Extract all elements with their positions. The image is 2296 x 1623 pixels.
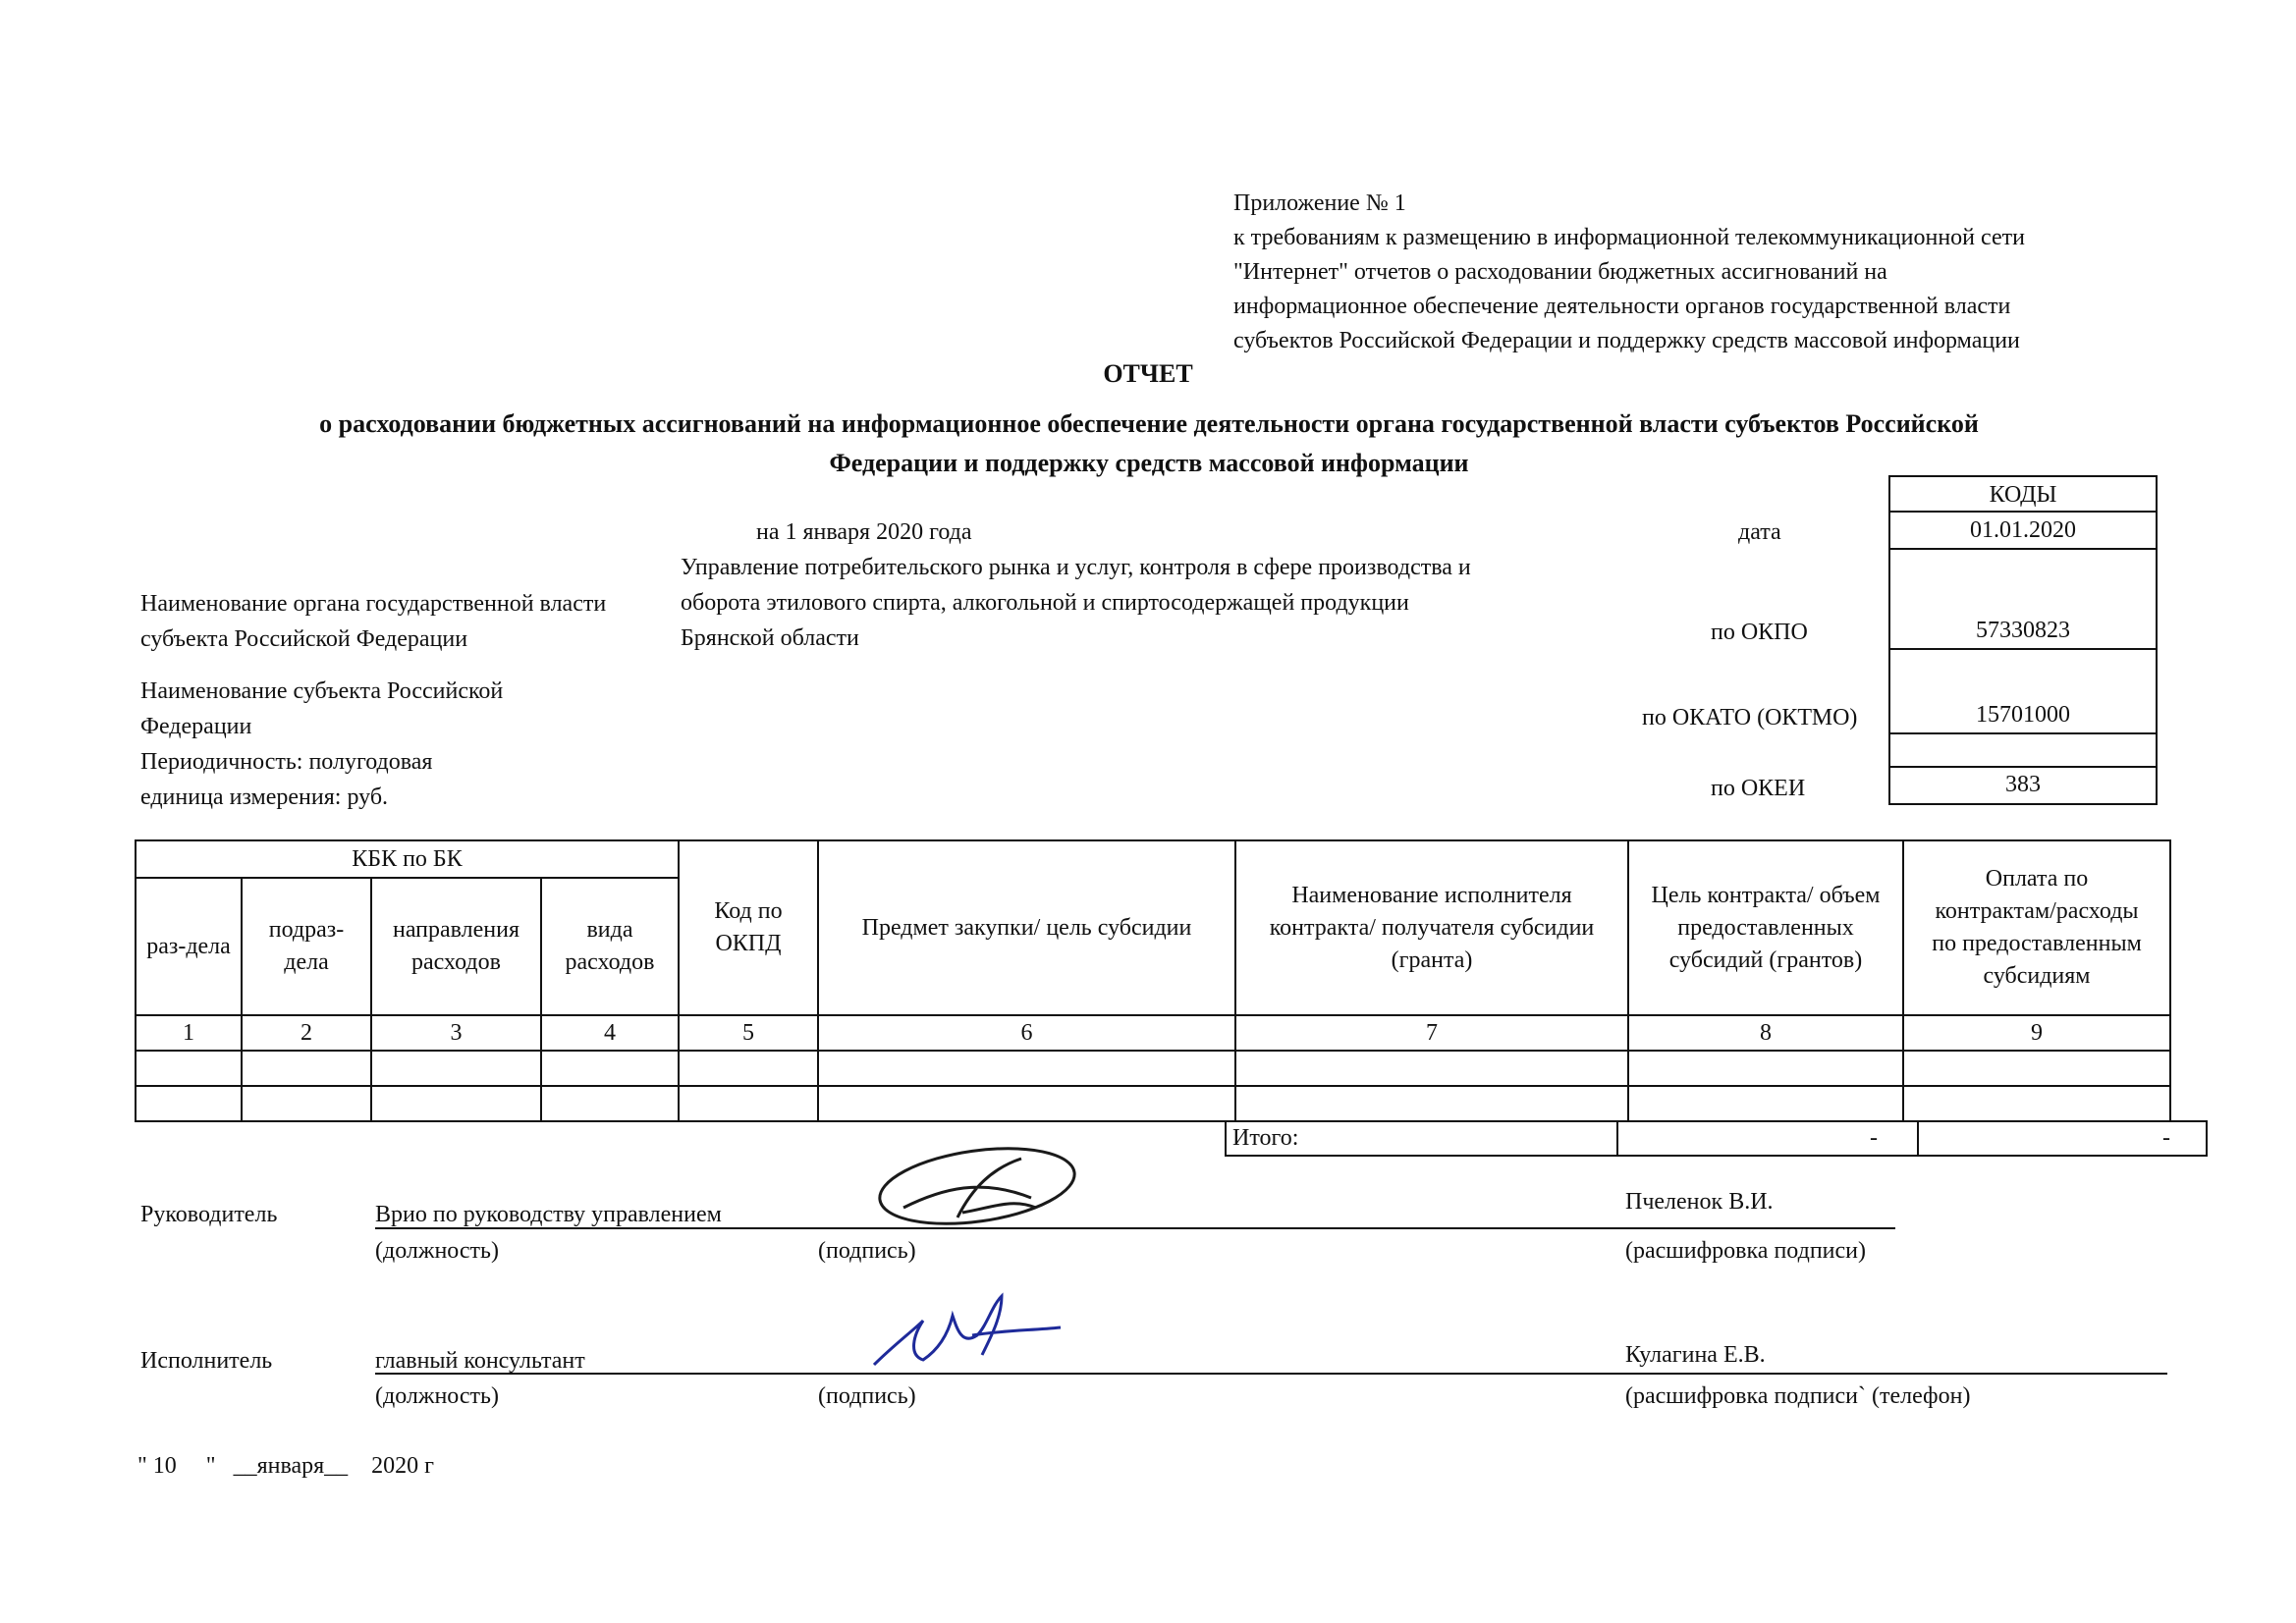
- subject-label-2: Федерации: [140, 714, 252, 739]
- table-cell: [242, 1051, 371, 1086]
- decoding-phone-caption: (расшифровка подписи` (телефон): [1625, 1383, 1971, 1409]
- table-cell: [371, 1051, 541, 1086]
- total-purpose: -: [1617, 1121, 1918, 1156]
- signature-caption: (подпись): [818, 1238, 916, 1264]
- table-cell: [541, 1086, 679, 1121]
- table-cell: [818, 1086, 1235, 1121]
- table-cell: [1628, 1051, 1903, 1086]
- periodicity: Периодичность: полугодовая: [140, 749, 433, 775]
- col-contractor-line: (гранта): [1391, 947, 1473, 973]
- unit-of-measure: единица измерения: руб.: [140, 784, 389, 810]
- expenses-table: [135, 839, 2171, 1122]
- code-okato-text: 15701000: [1976, 702, 2070, 728]
- code-label-okei: по ОКЕИ: [1711, 776, 1806, 801]
- col-subject-header: Предмет закупки/ цель субсидии: [818, 840, 1235, 1015]
- executor-signature-line: [375, 1373, 2167, 1375]
- executor-name: Кулагина Е.В.: [1625, 1342, 1766, 1368]
- column-number: 7: [1235, 1015, 1628, 1051]
- column-number: 9: [1903, 1015, 2170, 1051]
- col-payment-line: Оплата по: [1985, 866, 2089, 892]
- total-payment: -: [1918, 1121, 2207, 1156]
- appendix-line: информационное обеспечение деятельности органов государственной власти: [1233, 294, 2011, 319]
- table-cell: [679, 1086, 818, 1121]
- code-empty-row: [1890, 734, 2156, 768]
- report-title: ОТЧЕТ: [1103, 359, 1193, 388]
- table-cell: [679, 1051, 818, 1086]
- executor-label: Исполнитель: [140, 1348, 273, 1374]
- col-type-line: расходов: [565, 949, 655, 975]
- col-payment-line: субсидиям: [1983, 963, 2091, 989]
- col-type-line: вида: [586, 917, 633, 943]
- column-number: 2: [242, 1015, 371, 1051]
- code-label-okato: по ОКАТО (ОКТМО): [1642, 705, 1858, 730]
- report-subtitle-1: о расходовании бюджетных ассигнований на информационное обеспечение деятельности органа государственной власти субъектов Российской: [319, 409, 1979, 438]
- signature-caption: (подпись): [818, 1383, 916, 1409]
- col-okpd-header: [679, 840, 818, 1015]
- col-payment-header: [1903, 840, 2170, 1015]
- code-okei-value: 383: [2005, 772, 2041, 797]
- appendix-line: субъектов Российской Федерации и поддержку средств массовой информации: [1233, 328, 2020, 353]
- column-number: 1: [136, 1015, 242, 1051]
- table-cell: [541, 1051, 679, 1086]
- head-label: Руководитель: [140, 1202, 278, 1227]
- column-number: 5: [679, 1015, 818, 1051]
- table-row: [136, 1086, 2170, 1121]
- code-okpo-value: [1890, 550, 2156, 650]
- position-caption: (должность): [375, 1383, 499, 1409]
- col-purpose-header: [1628, 840, 1903, 1015]
- head-position: Врио по руководству управлением: [375, 1202, 722, 1227]
- table-cell: [371, 1086, 541, 1121]
- col-purpose-line: субсидий (грантов): [1668, 947, 1863, 973]
- codes-header: КОДЫ: [1890, 477, 2156, 513]
- column-number: 8: [1628, 1015, 1903, 1051]
- org-label-2: субъекта Российской Федерации: [140, 626, 468, 652]
- position-caption: (должность): [375, 1238, 499, 1264]
- decoding-caption: (расшифровка подписи): [1625, 1238, 1866, 1264]
- col-purpose-line: Цель контракта/ объем: [1651, 882, 1881, 908]
- subject-label-1: Наименование субъекта Российской: [140, 678, 504, 704]
- org-label-1: Наименование органа государственной власти: [140, 591, 607, 617]
- col-section-header: раз-дела: [136, 878, 242, 1015]
- appendix-line: к требованиям к размещению в информационной телекоммуникационной сети: [1233, 225, 2025, 250]
- table-cell: [136, 1051, 242, 1086]
- code-date-value: 01.01.2020: [1890, 513, 2156, 550]
- column-number: 3: [371, 1015, 541, 1051]
- table-cell: [1628, 1086, 1903, 1121]
- col-okpd-line: ОКПД: [715, 931, 782, 956]
- report-subtitle-2: Федерации и поддержку средств массовой информации: [829, 449, 1469, 477]
- table-row: [136, 1015, 2170, 1051]
- table-cell: [136, 1086, 242, 1121]
- col-purpose-line: предоставленных: [1677, 914, 1854, 941]
- totals-row: [1225, 1120, 2208, 1157]
- col-payment-line: по предоставленным: [1932, 931, 2142, 956]
- report-date: на 1 января 2020 года: [756, 519, 972, 545]
- table-row: [136, 1051, 2170, 1086]
- table-cell: [1235, 1086, 1628, 1121]
- table-cell: [1903, 1086, 2170, 1121]
- col-okpd-line: Код по: [714, 898, 783, 924]
- col-payment-line: контрактам/расходы: [1935, 898, 2139, 924]
- code-label-date: дата: [1738, 519, 1781, 545]
- head-name: Пчеленок В.И.: [1625, 1189, 1774, 1215]
- table-cell: [818, 1051, 1235, 1086]
- signing-date: " 10 " __января__ 2020 г: [137, 1453, 435, 1479]
- executor-signature: [854, 1276, 1070, 1375]
- table-cell: [1903, 1051, 2170, 1086]
- col-direction-header: [371, 878, 541, 1015]
- head-signature: [864, 1139, 1090, 1237]
- appendix-line: "Интернет" отчетов о расходовании бюджетных ассигнований на: [1233, 259, 1887, 285]
- col-subsection-header: [242, 878, 371, 1015]
- col-subsection-line: дела: [284, 949, 329, 975]
- col-contractor-line: Наименование исполнителя: [1291, 882, 1572, 908]
- column-number: 6: [818, 1015, 1235, 1051]
- org-name-3: Брянской области: [681, 625, 859, 651]
- appendix-line: Приложение № 1: [1233, 190, 1406, 216]
- col-subsection-line: подраз-: [268, 917, 345, 943]
- appendix-note: [1233, 187, 2255, 358]
- col-direction-line: направления: [392, 917, 520, 943]
- codes-box: [1888, 475, 2158, 805]
- kbk-header: КБК по БК: [136, 840, 679, 878]
- col-type-header: [541, 878, 679, 1015]
- org-name-2: оборота этилового спирта, алкогольной и спиртосодержащей продукции: [681, 590, 1409, 616]
- table-cell: [1235, 1051, 1628, 1086]
- code-okato-value: [1890, 650, 2156, 734]
- table-cell: [242, 1086, 371, 1121]
- org-name-1: Управление потребительского рынка и услуг, контроля в сфере производства и: [681, 555, 1471, 580]
- col-contractor-line: контракта/ получателя субсидии: [1269, 914, 1595, 941]
- col-direction-line: расходов: [411, 949, 501, 975]
- total-label: Итого:: [1226, 1121, 1617, 1156]
- column-number: 4: [541, 1015, 679, 1051]
- code-label-okpo: по ОКПО: [1711, 620, 1808, 645]
- code-okpo-text: 57330823: [1976, 618, 2070, 643]
- executor-position: главный консультант: [375, 1348, 585, 1374]
- col-contractor-header: [1235, 840, 1628, 1015]
- head-signature-line: [375, 1227, 1895, 1229]
